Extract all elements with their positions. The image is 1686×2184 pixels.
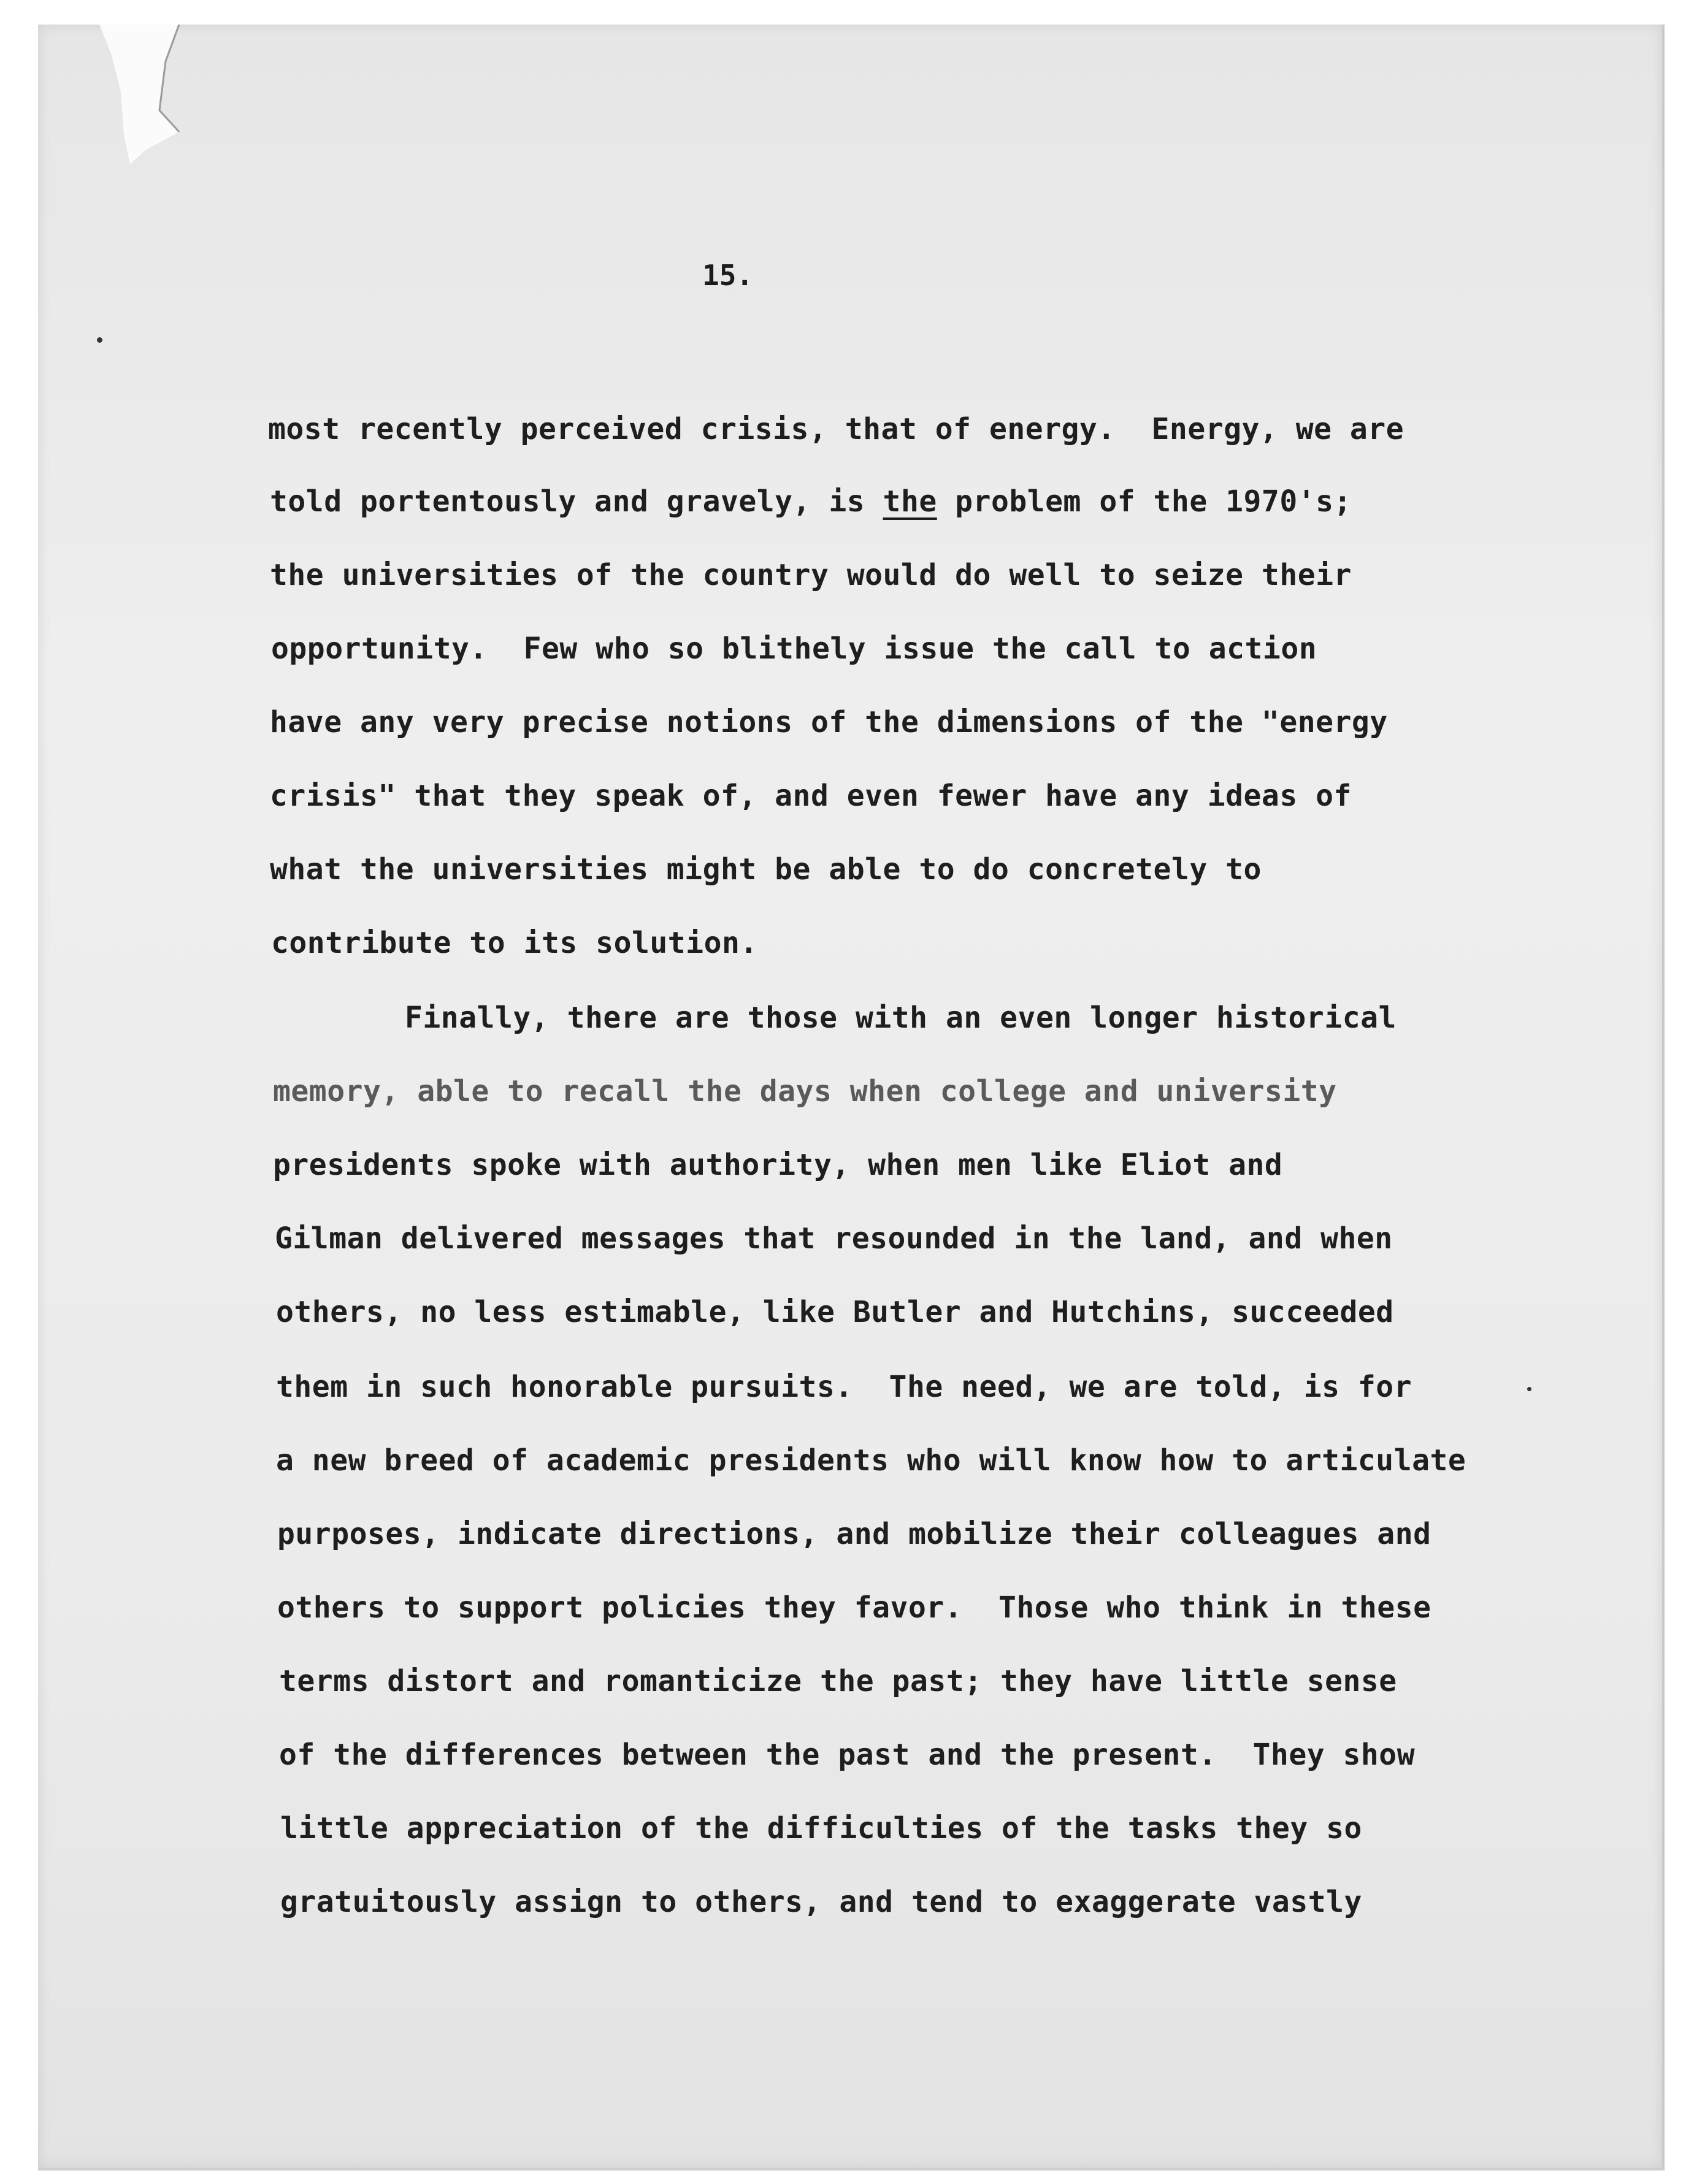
dust-speck xyxy=(1527,1387,1531,1391)
text-line: others, no less estimable, like Butler and Hutchins, succeeded xyxy=(276,1295,1394,1329)
text-segment: problem of the 1970's; xyxy=(937,484,1352,519)
text-line: Finally, there are those with an even longer historical xyxy=(405,1001,1397,1035)
text-line: Gilman delivered messages that resounded in the land, and when xyxy=(275,1221,1393,1256)
underlined-word: the xyxy=(883,484,937,519)
page-number: 15. xyxy=(702,259,754,292)
torn-corner-mark xyxy=(87,25,253,172)
text-line: what the universities might be able to do concretely to xyxy=(270,852,1262,887)
text-line: have any very precise notions of the dimensions of the "energy xyxy=(270,705,1388,739)
text-line: them in such honorable pursuits. The need, we are told, is for xyxy=(276,1370,1412,1404)
text-line: little appreciation of the difficulties of the tasks they so xyxy=(280,1811,1362,1846)
text-line: others to support policies they favor. Those who think in these xyxy=(277,1590,1431,1625)
text-line: contribute to its solution. xyxy=(271,926,758,960)
text-line: the universities of the country would do well to seize their xyxy=(270,558,1352,592)
text-line: presidents spoke with authority, when men like Eliot and xyxy=(273,1148,1283,1182)
text-segment: told portentously and gravely, is xyxy=(270,484,883,519)
dust-speck xyxy=(97,337,102,343)
text-line: a new breed of academic presidents who will know how to articulate xyxy=(276,1443,1466,1478)
text-line: purposes, indicate directions, and mobilize their colleagues and xyxy=(277,1517,1431,1551)
text-line: of the differences between the past and the present. They show xyxy=(279,1738,1416,1772)
text-line: most recently perceived crisis, that of energy. Energy, we are xyxy=(268,412,1404,446)
text-line: crisis" that they speak of, and even fewer have any ideas of xyxy=(270,779,1352,813)
text-line: opportunity. Few who so blithely issue the call to action xyxy=(271,632,1317,666)
text-line: gratuitously assign to others, and tend to exaggerate vastly xyxy=(280,1885,1362,1919)
text-line xyxy=(270,484,1352,519)
text-line: memory, able to recall the days when college and university xyxy=(273,1074,1337,1109)
text-line: terms distort and romanticize the past; they have little sense xyxy=(279,1664,1397,1698)
